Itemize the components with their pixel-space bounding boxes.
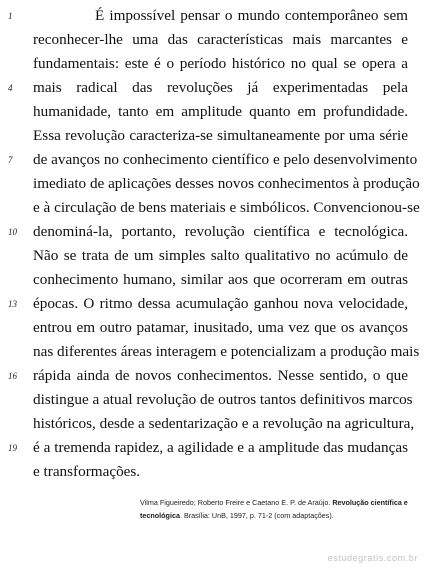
text-line-4: mais radical das revoluções já experimentadas pela <box>33 79 408 96</box>
source-citation <box>140 496 408 522</box>
citation-title: Revolução científica e tecnológica <box>140 498 408 520</box>
line-number-10: 10 <box>8 227 17 237</box>
text-line-11: Não se trata de um simples salto qualitativo no acúmulo de <box>33 247 408 264</box>
text-line-6: Essa revolução caracteriza-se simultaneamente por uma série <box>33 127 408 144</box>
line-number-16: 16 <box>8 371 17 381</box>
text-line-10: denominá-la, portanto, revolução científica e tecnológica. <box>33 223 408 240</box>
text-line-9: e à circulação de bens materiais e simbólicos. Convencionou-se <box>33 199 420 216</box>
text-line-18: históricos, desde a sedentarização e a revolução na agricultura, <box>33 415 415 432</box>
text-line-13: épocas. O ritmo dessa acumulação ganhou nova velocidade, <box>33 295 408 312</box>
text-line-2: reconhecer-lhe uma das características mais marcantes e <box>33 31 408 48</box>
text-line-14: entrou em outro patamar, inusitado, uma vez que os avanços <box>33 319 408 336</box>
text-line-19: é a tremenda rapidez, a agilidade e a amplitude das mudanças <box>33 439 408 456</box>
text-line-17: distingue a atual revolução de outros tantos definitivos marcos <box>33 391 413 408</box>
text-line-12: conhecimento humano, similar aos que ocorreram em outras <box>33 271 408 288</box>
line-number-19: 19 <box>8 443 17 453</box>
line-number-1: 1 <box>8 11 13 21</box>
text-line-20: e transformações. <box>33 463 141 480</box>
text-line-5: humanidade, tanto em amplitude quanto em profundidade. <box>33 103 408 120</box>
text-line-7: de avanços no conhecimento científico e pelo desenvolvimento <box>33 151 418 168</box>
text-line-8: imediato de aplicações desses novos conhecimentos à produção <box>33 175 420 192</box>
text-line-1: É impossível pensar o mundo contemporâneo sem <box>95 7 408 24</box>
line-number-4: 4 <box>8 83 13 93</box>
citation-authors: Vilma Figueiredo; Roberto Freire e Caetano E. P. de Araújo. <box>140 498 331 507</box>
line-number-7: 7 <box>8 155 13 165</box>
text-line-16: rápida ainda de novos conhecimentos. Nesse sentido, o que <box>33 367 408 384</box>
citation-details: . Brasília: UnB, 1997, p. 71-2 (com adaptações). <box>179 511 334 520</box>
line-number-13: 13 <box>8 299 17 309</box>
site-watermark: estudegratis.com.br <box>327 553 418 563</box>
text-line-15: nas diferentes áreas interagem e potencializam a produção mais <box>33 343 420 360</box>
text-line-3: fundamentais: este é o período histórico no qual se opera a <box>33 55 408 72</box>
